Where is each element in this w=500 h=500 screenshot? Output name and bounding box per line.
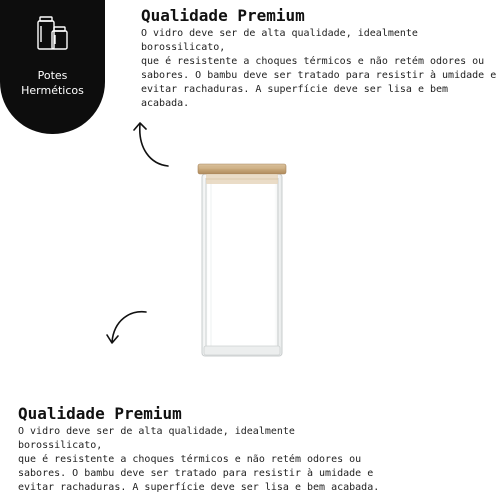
top-feature-text: O vidro deve ser de alta qualidade, idealmente borossilicato, que é resistente a choques térmicos e não retém odores ou sabores. O bambu deve ser tratado para resistir à umidade e evitar rachaduras. A superfície deve ser lisa e bem acabada. [141, 28, 497, 109]
category-badge [0, 0, 105, 134]
jars-icon [33, 14, 73, 54]
badge-label: Potes Herméticos [21, 69, 84, 97]
bottom-feature-title: Qualidade Premium [18, 404, 182, 423]
curved-arrow-up-icon [128, 118, 176, 170]
glass-jar-image [196, 160, 288, 360]
bottom-feature-text: O vidro deve ser de alta qualidade, idealmente borossilicato, que é resistente a choques térmicos e não retém odores ou sabores. O bambu deve ser tratado para resistir à umidade e evitar rachaduras. A superfície deve ser lisa e bem acabada. [18, 426, 380, 493]
curved-arrow-down-icon [104, 306, 152, 348]
bottom-feature-block [18, 405, 380, 495]
top-feature-title: Qualidade Premium [141, 6, 305, 25]
top-feature-block [141, 7, 497, 111]
